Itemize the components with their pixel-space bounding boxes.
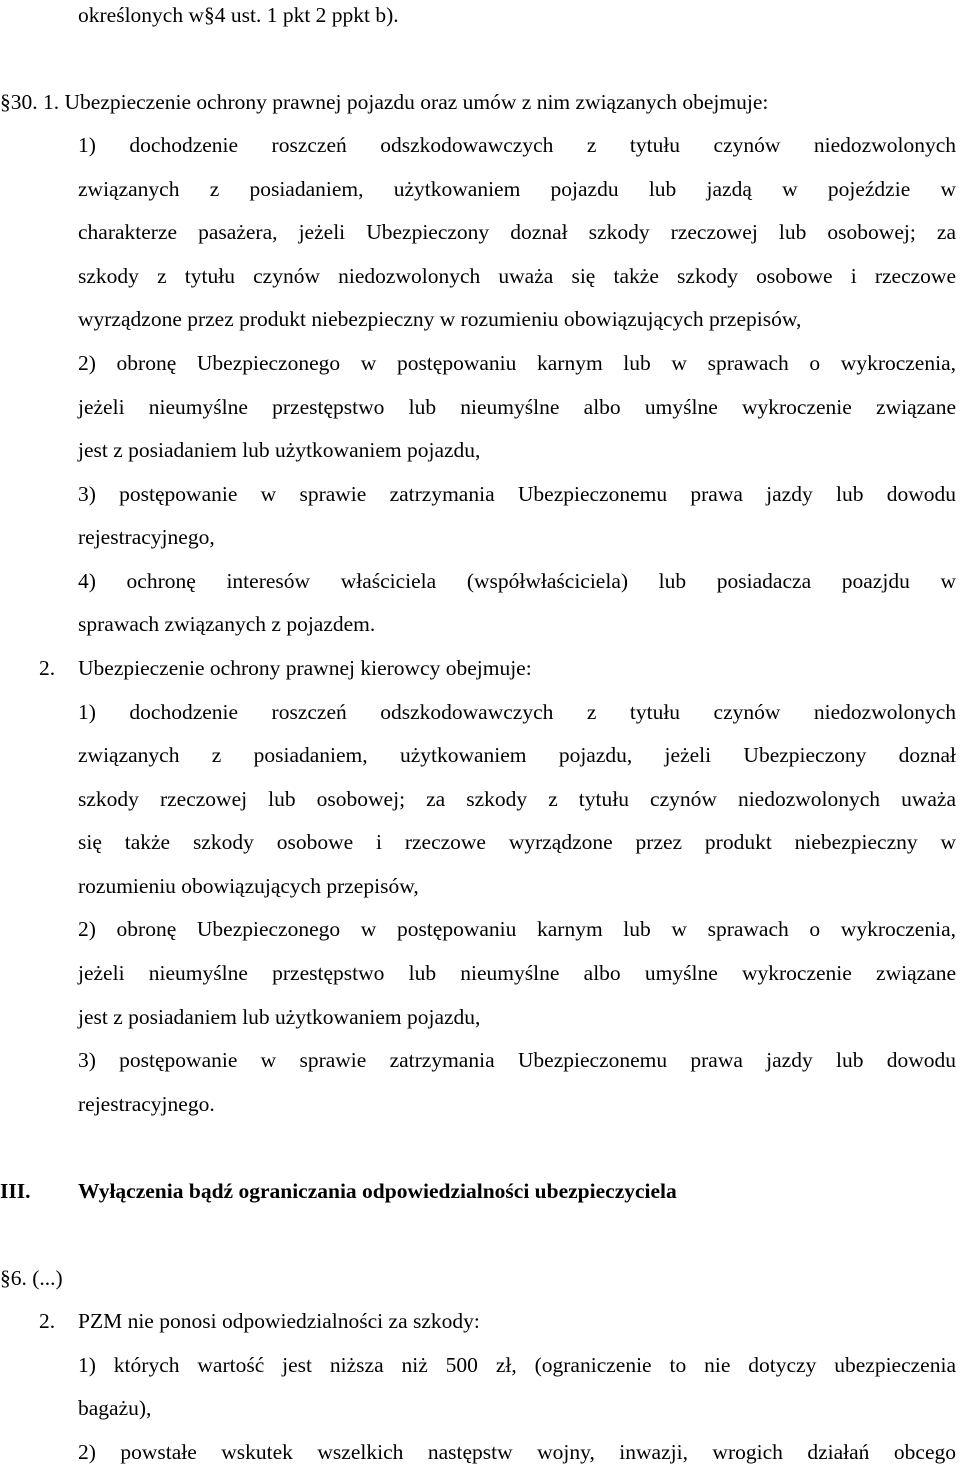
s30-p1-line-5: wyrządzone przez produkt niebezpieczny w rozumieniu obowiązujących przepisów, bbox=[78, 307, 802, 331]
s30-2-p2-line-2: jeżeli nieumyślne przestępstwo lub nieumyślne albo umyślne wykroczenie związane bbox=[78, 961, 956, 985]
s30-2-lead: Ubezpieczenie ochrony prawnej kierowcy obejmuje: bbox=[78, 656, 532, 680]
s30-2-p3-line-1: 3) postępowanie w sprawie zatrzymania Ubezpieczonemu prawa jazdy lub dowodu bbox=[78, 1048, 956, 1072]
s30-2-p3-line-2: rejestracyjnego. bbox=[78, 1092, 215, 1116]
section-6-lead: §6. (...) bbox=[0, 1266, 63, 1290]
s30-2-p1-line-5: rozumieniu obowiązujących przepisów, bbox=[78, 874, 419, 898]
s30-2-p1-line-1: 1) dochodzenie roszczeń odszkodowawczych z tytułu czynów niedozwolonych bbox=[78, 700, 956, 724]
s30-p3-line-2: rejestracyjnego, bbox=[78, 525, 215, 549]
s30-2-p1-line-2: związanych z posiadaniem, użytkowaniem pojazdu, jeżeli Ubezpieczony doznał bbox=[78, 743, 956, 767]
s30-p1-line-4: szkody z tytułu czynów niedozwolonych uważa się także szkody osobowe i rzeczowe bbox=[78, 264, 956, 288]
s30-2-p1-line-3: szkody rzeczowej lub osobowej; za szkody z tytułu czynów niedozwolonych uważa bbox=[78, 787, 956, 811]
s30-p3-line-1: 3) postępowanie w sprawie zatrzymania Ubezpieczonemu prawa jazdy lub dowodu bbox=[78, 482, 956, 506]
section-30-lead: §30. 1. Ubezpieczenie ochrony prawnej pojazdu oraz umów z nim związanych obejmuje: bbox=[0, 90, 769, 114]
section-heading-title: Wyłączenia bądź ograniczania odpowiedzialności ubezpieczyciela bbox=[78, 1179, 677, 1203]
s6-item2-number: 2. bbox=[39, 1309, 56, 1333]
s6-p1-line-1: 1) których wartość jest niższa niż 500 zł, (ograniczenie to nie dotyczy ubezpieczenia bbox=[78, 1353, 956, 1377]
s30-p2-line-1: 2) obronę Ubezpieczonego w postępowaniu karnym lub w sprawach o wykroczenia, bbox=[78, 351, 956, 375]
s30-p2-line-2: jeżeli nieumyślne przestępstwo lub nieumyślne albo umyślne wykroczenie związane bbox=[78, 395, 956, 419]
top-line: określonych w§4 ust. 1 pkt 2 ppkt b). bbox=[78, 3, 399, 27]
s30-p1-line-2: związanych z posiadaniem, użytkowaniem pojazdu lub jazdą w pojeździe w bbox=[78, 177, 956, 201]
s30-2-number: 2. bbox=[39, 656, 56, 680]
s30-p1-line-3: charakterze pasażera, jeżeli Ubezpieczony doznał szkody rzeczowej lub osobowej; za bbox=[78, 220, 956, 244]
s30-p4-line-2: sprawach związanych z pojazdem. bbox=[78, 612, 376, 636]
s30-2-p2-line-3: jest z posiadaniem lub użytkowaniem pojazdu, bbox=[78, 1005, 481, 1029]
s30-p4-line-1: 4) ochronę interesów właściciela (współwłaściciela) lub posiadacza poazjdu w bbox=[78, 569, 956, 593]
s6-p2-line-1: 2) powstałe wskutek wszelkich następstw wojny, inwazji, wrogich działań obcego bbox=[78, 1440, 956, 1464]
s6-item2-text: PZM nie ponosi odpowiedzialności za szkody: bbox=[78, 1309, 480, 1333]
s30-2-p2-line-1: 2) obronę Ubezpieczonego w postępowaniu karnym lub w sprawach o wykroczenia, bbox=[78, 917, 956, 941]
s30-p1-line-1: 1) dochodzenie roszczeń odszkodowawczych z tytułu czynów niedozwolonych bbox=[78, 133, 956, 157]
s30-2-p1-line-4: się także szkody osobowe i rzeczowe wyrządzone przez produkt niebezpieczny w bbox=[78, 830, 956, 854]
section-heading-number: III. bbox=[0, 1179, 31, 1203]
s30-p2-line-3: jest z posiadaniem lub użytkowaniem pojazdu, bbox=[78, 438, 481, 462]
s6-p1-line-2: bagażu), bbox=[78, 1396, 152, 1420]
